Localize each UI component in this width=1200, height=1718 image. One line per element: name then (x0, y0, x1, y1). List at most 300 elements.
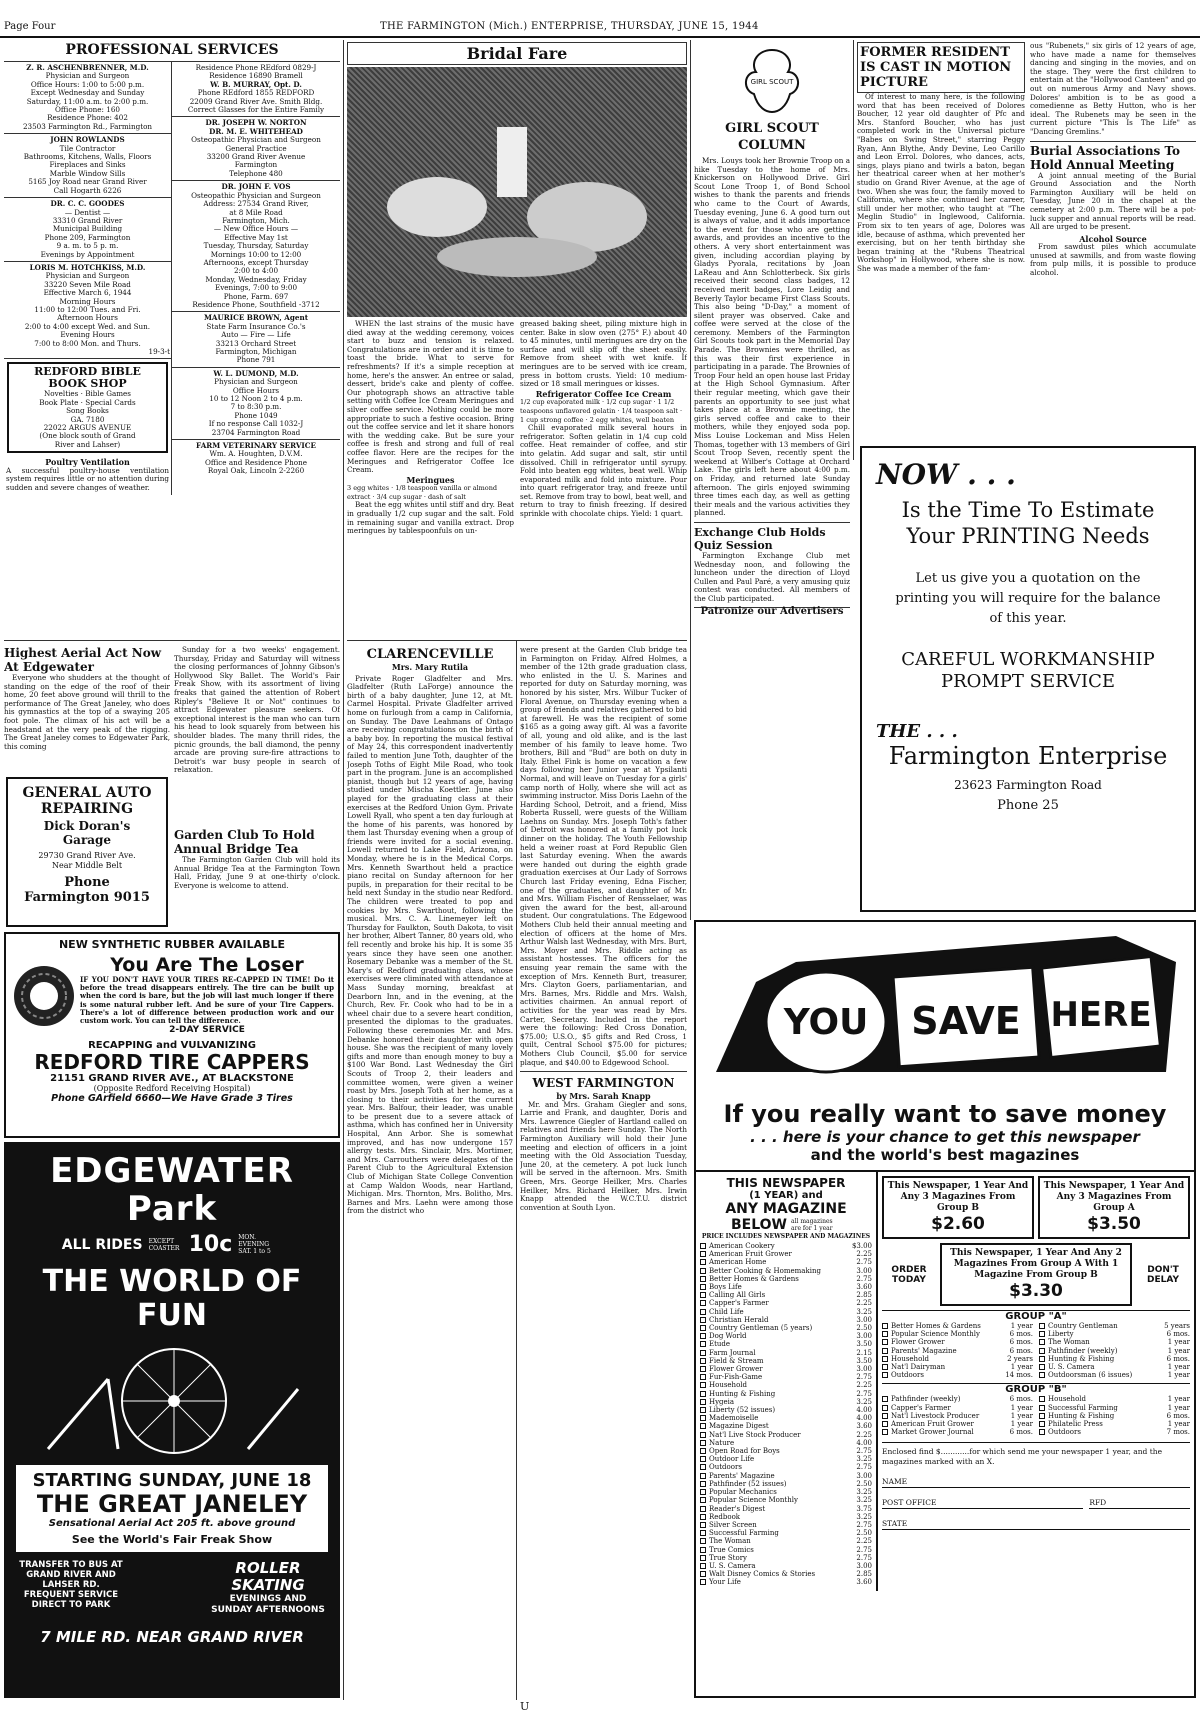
group-a-row-value: 6 mos. (1009, 1338, 1033, 1347)
magazine-row-label: Silver Screen (709, 1520, 757, 1529)
magazine-row-name[interactable] (700, 1373, 762, 1381)
magazine-row-value: 3.50 (856, 1340, 872, 1349)
magazine-row-value: 3.25 (856, 1496, 872, 1505)
checkbox-icon[interactable] (700, 1292, 706, 1298)
checkbox-icon[interactable] (1039, 1429, 1045, 1435)
group-b-row-name[interactable] (1039, 1395, 1086, 1403)
checkbox-icon[interactable] (700, 1514, 706, 1520)
masthead (0, 0, 1200, 36)
magazine-row-name[interactable] (700, 1398, 734, 1406)
magazine-row (700, 1496, 872, 1504)
magazine-row-name[interactable] (700, 1537, 751, 1545)
card-line: W. B. MURRAY, Opt. D. (210, 79, 302, 89)
offer-b-price: $2.60 (931, 1214, 985, 1234)
magazine-row-value: 3.25 (856, 1397, 872, 1406)
magazine-row-value: 2.25 (856, 1381, 872, 1390)
checkbox-icon[interactable] (700, 1538, 706, 1544)
group-a-row-name[interactable] (882, 1330, 980, 1338)
card-line: Book Plate · Special Cards (39, 397, 136, 407)
magazine-row-name[interactable] (700, 1431, 801, 1439)
card-line: Residence Phone: 402 (47, 113, 128, 123)
printing-address: 23623 Farmington Road (954, 778, 1102, 792)
ad-bible-bookshop (7, 362, 168, 453)
magazine-row-label: U. S. Camera (709, 1561, 756, 1570)
card-line: Residence 16890 Bramell (209, 71, 303, 81)
group-b-row-name[interactable] (882, 1404, 951, 1412)
magazine-row-name[interactable] (700, 1381, 747, 1389)
group-a-row-name[interactable] (1039, 1322, 1118, 1330)
checkbox-icon[interactable] (700, 1448, 706, 1454)
magazine-row (700, 1513, 872, 1521)
card-line: Wm. A. Houghten, D.V.M. (209, 449, 303, 459)
magazine-row-name[interactable] (700, 1513, 740, 1521)
checkbox-icon[interactable] (700, 1276, 706, 1282)
group-a-row-value: 14 mos. (1005, 1371, 1033, 1380)
magazine-row-label: Outdoor Life (709, 1455, 755, 1464)
magazine-row-name[interactable] (700, 1283, 742, 1291)
magazine-row-value: 2.75 (856, 1463, 872, 1472)
magazine-row-label: Successful Farming (709, 1529, 779, 1538)
magazine-row-name[interactable] (700, 1406, 775, 1414)
edgewater-act: THE GREAT JANELEY (36, 1490, 308, 1518)
card-line: Royal Oak, Lincoln 2-2260 (207, 466, 305, 476)
group-a-row-name[interactable] (882, 1355, 929, 1363)
checkbox-icon[interactable] (700, 1391, 706, 1397)
group-a-row-name[interactable] (1039, 1338, 1090, 1346)
card-line: 5165 Joy Road near Grand River (28, 177, 147, 187)
card-line: State Farm Insurance Co.'s (206, 321, 306, 331)
checkbox-icon[interactable] (882, 1396, 888, 1402)
group-a-row-name[interactable] (882, 1363, 945, 1371)
group-a-row (1039, 1363, 1190, 1371)
group-a-row-name[interactable] (1039, 1355, 1114, 1363)
checkbox-icon[interactable] (700, 1268, 706, 1274)
card-line: Novelties · Bible Games (43, 389, 131, 399)
card-line: REDFORD BIBLE (34, 365, 141, 379)
checkbox-icon[interactable] (700, 1555, 706, 1561)
magazine-row-name[interactable] (700, 1414, 758, 1422)
magazine-row (700, 1521, 872, 1529)
checkbox-icon[interactable] (700, 1333, 706, 1339)
article-bridal-fare (347, 42, 687, 638)
newspaper-title: THE FARMINGTON (Mich.) ENTERPRISE, THURSDAY, JUNE 15, 1944 (380, 21, 759, 32)
card-line: 22022 ARGUS AVENUE (43, 423, 132, 433)
group-b-row-name[interactable] (1039, 1412, 1114, 1420)
checkbox-icon[interactable] (1039, 1364, 1045, 1370)
group-b-row-name[interactable] (882, 1428, 974, 1436)
card-line: Evening Hours (60, 330, 115, 340)
magazine-row-value: 3.00 (856, 1315, 872, 1324)
checkbox-icon[interactable] (700, 1407, 706, 1413)
group-a-list (882, 1322, 1190, 1379)
checkbox-icon[interactable] (700, 1251, 706, 1257)
magazine-row-label: Redbook (709, 1512, 741, 1521)
ferris-wheel-icon (18, 1339, 330, 1459)
card-line: Morning Hours (59, 296, 116, 306)
magazine-row-name[interactable] (700, 1250, 792, 1258)
magazine-row-label: American Fruit Grower (709, 1250, 792, 1259)
group-b-row-name[interactable] (882, 1412, 979, 1420)
magazine-row (700, 1472, 872, 1480)
magazine-row (700, 1324, 872, 1332)
card-line: 22009 Grand River Ave. Smith Bldg. (189, 96, 323, 106)
west-farmington-byline: by Mrs. Sarah Knapp (556, 1091, 651, 1102)
printing-prompt: PROMPT SERVICE (940, 671, 1116, 692)
card-line: 33213 Orchard Street (215, 338, 297, 348)
magazine-row-name[interactable] (700, 1324, 812, 1332)
offer-mixed-price: $3.30 (1009, 1281, 1063, 1301)
group-a-row-value: 1 year (1167, 1338, 1190, 1347)
checkbox-icon[interactable] (882, 1372, 888, 1378)
checkbox-icon[interactable] (700, 1563, 706, 1569)
state-field[interactable] (882, 1519, 1190, 1530)
name-field[interactable] (882, 1477, 1190, 1488)
aerial-text: Everyone who shudders at the thought of standing on the edge of the roof of their home, 20 feet above ground will thrill to the performance of The Great Janeley, who does his gymnastics at the top of a swaying 205 foot pole. The climax of his act will be a headstand at the very peak of the rigging. The Great Janeley comes to Edgewater Park, this coming (4, 673, 170, 751)
magazine-row-name[interactable] (700, 1570, 815, 1578)
folio-mark: U (520, 1700, 530, 1713)
checkbox-icon[interactable] (700, 1358, 706, 1364)
edgewater-act-sub: Sensational Aerial Act 205 ft. above ground (48, 1518, 296, 1529)
magazine-row-name[interactable] (700, 1439, 734, 1447)
magazine-row (700, 1488, 872, 1496)
group-a-row-name[interactable] (1039, 1330, 1074, 1338)
card-line: General Practice (225, 143, 287, 153)
checkbox-icon[interactable] (882, 1421, 888, 1427)
group-b-row-name[interactable] (1039, 1404, 1118, 1412)
magazine-row-value: 3.25 (856, 1512, 872, 1521)
group-offers (878, 1172, 1194, 1591)
west-farmington-text: Mr. and Mrs. Graham Giegler and sons, Larrie and Frank, and daughter, Doris and Mrs. Lawrence Giegler of Hartland called on relatives and friends here Sunday. The North Farmington Auxiliary will hold their June meeting and election of officers in a joint meeting with the Old Association Tuesday, June 20, at the cemetery. A pot luck lunch will be served in the afternoon. Mrs. Smith Green, Mrs. George Heilker, Mrs. Charles Heilker, Mrs. Richard Heilker, Mrs. Irwin Knapp attended the W.C.T.U. district convention at South Lyon. (520, 1099, 687, 1212)
edgewater-price: 10c (188, 1232, 233, 1257)
magazine-row-label: The Woman (709, 1537, 751, 1546)
checkbox-icon[interactable] (700, 1341, 706, 1347)
checkbox-icon[interactable] (700, 1300, 706, 1306)
bridal-photo (347, 67, 687, 317)
checkbox-icon[interactable] (882, 1356, 888, 1362)
bridal-text-continued: greased baking sheet, piling mixture high in center. Bake in slow oven (275° F.) about 40 to 45 minutes, until meringues are dry on the surface and will slip off the sheet easily. Remove from sheet with wet knife. If meringues are to be served with ice cream, press in bottom crusts. Yield: 10 medium-sized or 18 small meringues or kisses. (520, 319, 687, 389)
magazine-row-name[interactable] (700, 1496, 798, 1504)
checkbox-icon[interactable] (700, 1309, 706, 1315)
group-b-row-value: 6 mos. (1009, 1395, 1033, 1404)
group-b-row-name[interactable] (1039, 1420, 1103, 1428)
magazine-row-label: Walt Disney Comics & Stories (709, 1570, 816, 1579)
ad-general-auto (6, 777, 168, 927)
checkbox-icon[interactable] (700, 1497, 706, 1503)
magazine-row (700, 1340, 872, 1348)
order-today: ORDER TODAY (891, 1264, 927, 1285)
checkbox-icon[interactable] (700, 1432, 706, 1438)
group-b-row-label: Nat'l Livestock Producer (891, 1411, 980, 1420)
checkbox-icon[interactable] (882, 1323, 888, 1329)
auto-line: GENERAL AUTO (22, 785, 152, 801)
magazine-row-name[interactable] (700, 1562, 756, 1570)
group-b-row (1039, 1404, 1190, 1412)
checkbox-icon[interactable] (1039, 1339, 1045, 1345)
group-a-row-value: 1 year (1167, 1371, 1190, 1380)
magazine-row (700, 1554, 872, 1562)
magazine-row-name[interactable] (700, 1390, 775, 1398)
checkbox-icon[interactable] (882, 1339, 888, 1345)
magazine-row-name[interactable] (700, 1308, 744, 1316)
magazine-row-label: Calling All Girls (709, 1291, 766, 1300)
checkbox-icon[interactable] (700, 1423, 706, 1429)
checkbox-icon[interactable] (1039, 1356, 1045, 1362)
group-a-row (1039, 1338, 1190, 1346)
printing-line2: Your PRINTING Needs (906, 524, 1150, 548)
group-b-row-label: Hunting & Fishing (1048, 1411, 1115, 1420)
magazine-row-name[interactable] (700, 1529, 779, 1537)
group-a-row-label: U. S. Camera (1048, 1363, 1095, 1372)
group-b-row-value: 1 year (1167, 1420, 1190, 1429)
group-a-row (882, 1347, 1033, 1355)
magazine-row-name[interactable] (700, 1488, 777, 1496)
magazine-row (700, 1406, 872, 1414)
checkbox-icon[interactable] (1039, 1372, 1045, 1378)
checkbox-icon[interactable] (700, 1366, 706, 1372)
magazine-row-label: Liberty (52 issues) (709, 1406, 776, 1415)
group-a-row-label: Hunting & Fishing (1048, 1354, 1115, 1363)
checkbox-icon[interactable] (882, 1331, 888, 1337)
magazine-row-name[interactable] (700, 1316, 769, 1324)
group-b-row (882, 1420, 1033, 1428)
masthead-rule (0, 36, 1200, 38)
tire-headline: You Are The Loser (110, 954, 304, 976)
save-word-here: HERE (1050, 995, 1152, 1035)
checkbox-icon[interactable] (700, 1415, 706, 1421)
checkbox-icon[interactable] (700, 1571, 706, 1577)
checkbox-icon[interactable] (700, 1374, 706, 1380)
article-garden-club (174, 828, 340, 928)
magazine-row-value: 4.00 (856, 1438, 872, 1447)
group-b-row-name[interactable] (1039, 1428, 1081, 1436)
card-line: 9 a. m. to 5 p. m. (56, 241, 119, 251)
checkbox-icon[interactable] (700, 1473, 706, 1479)
checkbox-icon[interactable] (700, 1506, 706, 1512)
checkbox-icon[interactable] (700, 1382, 706, 1388)
group-a-row-name[interactable] (882, 1322, 981, 1330)
magazine-row-value: 3.00 (856, 1365, 872, 1374)
group-a-row-name[interactable] (1039, 1363, 1095, 1371)
checkbox-icon[interactable] (700, 1284, 706, 1290)
magazine-row-name[interactable] (700, 1299, 769, 1307)
group-b-row-name[interactable] (882, 1395, 960, 1403)
group-a-row-value: 6 mos. (1009, 1346, 1033, 1355)
alcohol-title: Alcohol Source (1079, 233, 1147, 244)
card-line: River and Lahser) (54, 439, 121, 449)
magazine-row-label: Field & Stream (709, 1356, 764, 1365)
magazine-row (700, 1390, 872, 1398)
checkbox-icon[interactable] (1039, 1413, 1045, 1419)
magazine-row-name[interactable] (700, 1242, 775, 1250)
group-b-row-value: 1 year (1010, 1420, 1033, 1429)
checkbox-icon[interactable] (1039, 1323, 1045, 1329)
magazine-row-value: 3.75 (856, 1504, 872, 1513)
magazine-row-name[interactable] (700, 1357, 764, 1365)
checkbox-icon[interactable] (882, 1348, 888, 1354)
magazine-row-value: 2.75 (856, 1545, 872, 1554)
magazine-row-label: Dog World (709, 1332, 747, 1341)
group-a-row-label: The Woman (1048, 1338, 1090, 1347)
card-line: Saturday, 11:00 a.m. to 2:00 p.m. (26, 96, 149, 106)
group-a-row-label: Country Gentleman (1048, 1322, 1118, 1330)
magazine-row-label: Popular Science Monthly (709, 1496, 798, 1505)
article-clarenceville-cont (520, 646, 687, 1698)
meringues-text: Beat the egg whites until stiff and dry. Beat in gradually 1/2 cup sugar and the salt. Fold in remaining sugar and vanilla extract. Drop meringues by tablespoonfuls on un- (347, 500, 514, 536)
group-a-row-label: Liberty (1048, 1330, 1074, 1339)
magazine-row-name[interactable] (700, 1546, 754, 1554)
group-b-row-name[interactable] (882, 1420, 974, 1428)
checkbox-icon[interactable] (700, 1522, 706, 1528)
checkbox-icon[interactable] (1039, 1405, 1045, 1411)
magazine-row-value: 2.75 (856, 1389, 872, 1398)
magazine-row-name[interactable] (700, 1275, 799, 1283)
rfd-field[interactable] (1089, 1498, 1190, 1509)
checkbox-icon[interactable] (700, 1481, 706, 1487)
card-line: DR. C. C. GOODES (50, 199, 125, 209)
offer-b-title: This Newspaper, 1 Year And Any 3 Magazines From Group B (887, 1181, 1029, 1213)
meringues-ingredients: 3 egg whites · 1/8 teaspoon vanilla or almond extract · 3/4 cup sugar · dash of salt (347, 484, 498, 501)
card-line: 23704 Farmington Road (211, 427, 301, 437)
magazine-row-name[interactable] (700, 1455, 754, 1463)
magazine-row-name[interactable] (700, 1267, 821, 1275)
checkbox-icon[interactable] (700, 1243, 706, 1249)
card-line: Mornings 10:00 to 12:00 (210, 249, 302, 259)
checkbox-icon[interactable] (882, 1364, 888, 1370)
magazine-row-label: Child Life (709, 1307, 744, 1316)
article-girl-scout-column (694, 42, 850, 912)
magazine-row-name[interactable] (700, 1365, 763, 1373)
checkbox-icon[interactable] (700, 1456, 706, 1462)
group-a-row-name[interactable] (882, 1371, 924, 1379)
group-b-row-label: Pathfinder (weekly) (891, 1395, 961, 1404)
checkbox-icon[interactable] (1039, 1348, 1045, 1354)
magazine-row-label: True Comics (709, 1545, 754, 1554)
group-b-row (882, 1404, 1033, 1412)
group-a-row-name[interactable] (882, 1347, 957, 1355)
post-office-field[interactable] (882, 1498, 1083, 1509)
state-label: STATE (882, 1519, 908, 1529)
magazine-row-name[interactable] (700, 1472, 775, 1480)
magazine-row-name[interactable] (700, 1349, 756, 1357)
magazine-row-label: Open Road for Boys (709, 1447, 780, 1456)
article-west-farmington (520, 1071, 687, 1212)
magazine-row-value: 4.00 (856, 1414, 872, 1423)
checkbox-icon[interactable] (882, 1405, 888, 1411)
checkbox-icon[interactable] (882, 1429, 888, 1435)
checkbox-icon[interactable] (882, 1413, 888, 1419)
group-a-row-name[interactable] (1039, 1347, 1117, 1355)
magazine-row-name[interactable] (700, 1480, 787, 1488)
magazine-row-name[interactable] (700, 1578, 741, 1586)
checkbox-icon[interactable] (700, 1579, 706, 1585)
save-sub1: . . . here is your chance to get this newspaper (750, 1128, 1140, 1146)
checkbox-icon[interactable] (700, 1259, 706, 1265)
card-line: Phone, Farm. 697 (223, 291, 289, 301)
checkbox-icon[interactable] (700, 1440, 706, 1446)
checkbox-icon[interactable] (700, 1464, 706, 1470)
checkbox-icon[interactable] (700, 1489, 706, 1495)
checkbox-icon[interactable] (1039, 1331, 1045, 1337)
magazine-row-name[interactable] (700, 1332, 747, 1340)
group-a-row-value: 1 year (1010, 1363, 1033, 1372)
checkbox-icon[interactable] (700, 1530, 706, 1536)
group-b-row-value: 1 year (1167, 1403, 1190, 1412)
checkbox-icon[interactable] (1039, 1421, 1045, 1427)
group-a-row-name[interactable] (1039, 1371, 1132, 1379)
magazine-row-name[interactable] (700, 1505, 765, 1513)
ice-cream-title: Refrigerator Coffee Ice Cream (535, 388, 672, 399)
rfd-label: RFD (1089, 1498, 1107, 1508)
magazine-row (700, 1578, 872, 1586)
magazine-row-name[interactable] (700, 1422, 769, 1430)
magazine-row (700, 1299, 872, 1307)
card-line: Monday, Wednesday, Friday (205, 274, 307, 284)
magazine-row-label: Farm Journal (709, 1348, 756, 1357)
any-title: THIS NEWSPAPER (726, 1176, 846, 1190)
group-b-row (1039, 1395, 1190, 1403)
card-line: Evenings by Appointment (40, 249, 135, 259)
group-a-row-value: 5 years (1164, 1322, 1190, 1330)
edgewater-world-of-fun: THE WORLD OF FUN (42, 1264, 302, 1333)
offer-group-a (1038, 1176, 1190, 1239)
checkbox-icon[interactable] (700, 1547, 706, 1553)
magazine-row-name[interactable] (700, 1554, 747, 1562)
card-line: Residence Phone, Southfield -3712 (192, 299, 320, 309)
card-line: 10 to 12 Noon 2 to 4 p.m. (209, 394, 303, 404)
offer-mixed (940, 1243, 1132, 1306)
professional-heading: PROFESSIONAL SERVICES (4, 42, 340, 62)
ice-cream-text: Chill evaporated milk several hours in refrigerator. Soften gelatin in 1/4 cup cold coffee. Heat remainder of coffee, and stir into gelatin. Add sugar and salt, stir until dissolved. Chill in refrigerator until syrupy. Fold into beaten egg whites, beat well. Whip evaporated milk and fold into mixture. Pour into quart refrigerator tray, and freeze until set. Remove from tray to bowl, beat well, and return to tray to finish freezing. If desired sprinkle with chocolate chips. Yield: 1 quart. (520, 423, 687, 519)
magazine-row (700, 1455, 872, 1463)
ad-redford-tire-cappers (4, 932, 340, 1138)
group-b-row-label: Outdoors (1048, 1428, 1081, 1437)
group-a-row-name[interactable] (882, 1338, 945, 1346)
checkbox-icon[interactable] (700, 1317, 706, 1323)
magazine-row-name[interactable] (700, 1340, 730, 1348)
magazine-row-name[interactable] (700, 1447, 780, 1455)
magazine-row-name[interactable] (700, 1291, 765, 1299)
checkbox-icon[interactable] (700, 1325, 706, 1331)
card-line: 33200 Grand River Avenue (206, 152, 306, 162)
printing-phone: Phone 25 (997, 798, 1059, 813)
checkbox-icon[interactable] (1039, 1396, 1045, 1402)
group-b-row-label: Successful Farming (1048, 1403, 1118, 1412)
edgewater-footer: 7 MILE RD. NEAR GRAND RIVER (40, 1628, 304, 1646)
garden-text: The Farmington Garden Club will hold its Annual Bridge Tea at the Farmington Town Hall, Friday, June 9 at one-thirty o'clock. Everyone is welcome to attend. (174, 855, 340, 890)
magazine-row-label: Fur-Fish-Game (709, 1373, 763, 1382)
group-b-row (1039, 1412, 1190, 1420)
magazine-row-value: 2.75 (856, 1447, 872, 1456)
magazine-row-label: Your Life (709, 1578, 741, 1587)
card-line: Office Phone: 160 (55, 105, 120, 115)
magazine-row-name[interactable] (700, 1463, 742, 1471)
magazine-row-name[interactable] (700, 1521, 757, 1529)
bridal-col-2 (520, 320, 687, 537)
meringues-title: Meringues (406, 474, 455, 485)
magazine-row-label: Better Homes & Gardens (709, 1274, 799, 1283)
professional-left-column (4, 62, 172, 495)
group-a-row (882, 1363, 1033, 1371)
magazine-row-name[interactable] (700, 1258, 766, 1266)
poultry-item (4, 456, 171, 494)
magazine-row-value: 2.25 (856, 1537, 872, 1546)
checkbox-icon[interactable] (700, 1399, 706, 1405)
checkbox-icon[interactable] (700, 1350, 706, 1356)
ice-cream-ingredients: 1/2 cup evaporated milk · 1/2 cup sugar · 1 1/2 teaspoons unflavored gelatin · 1/4 teaspoon salt · 1 cup strong coffee · 2 egg whites, well beaten (520, 398, 683, 424)
group-b-row (1039, 1428, 1190, 1436)
card-line: at 8 Mile Road (229, 207, 283, 217)
auto-line: Near Middle Belt (51, 861, 123, 870)
